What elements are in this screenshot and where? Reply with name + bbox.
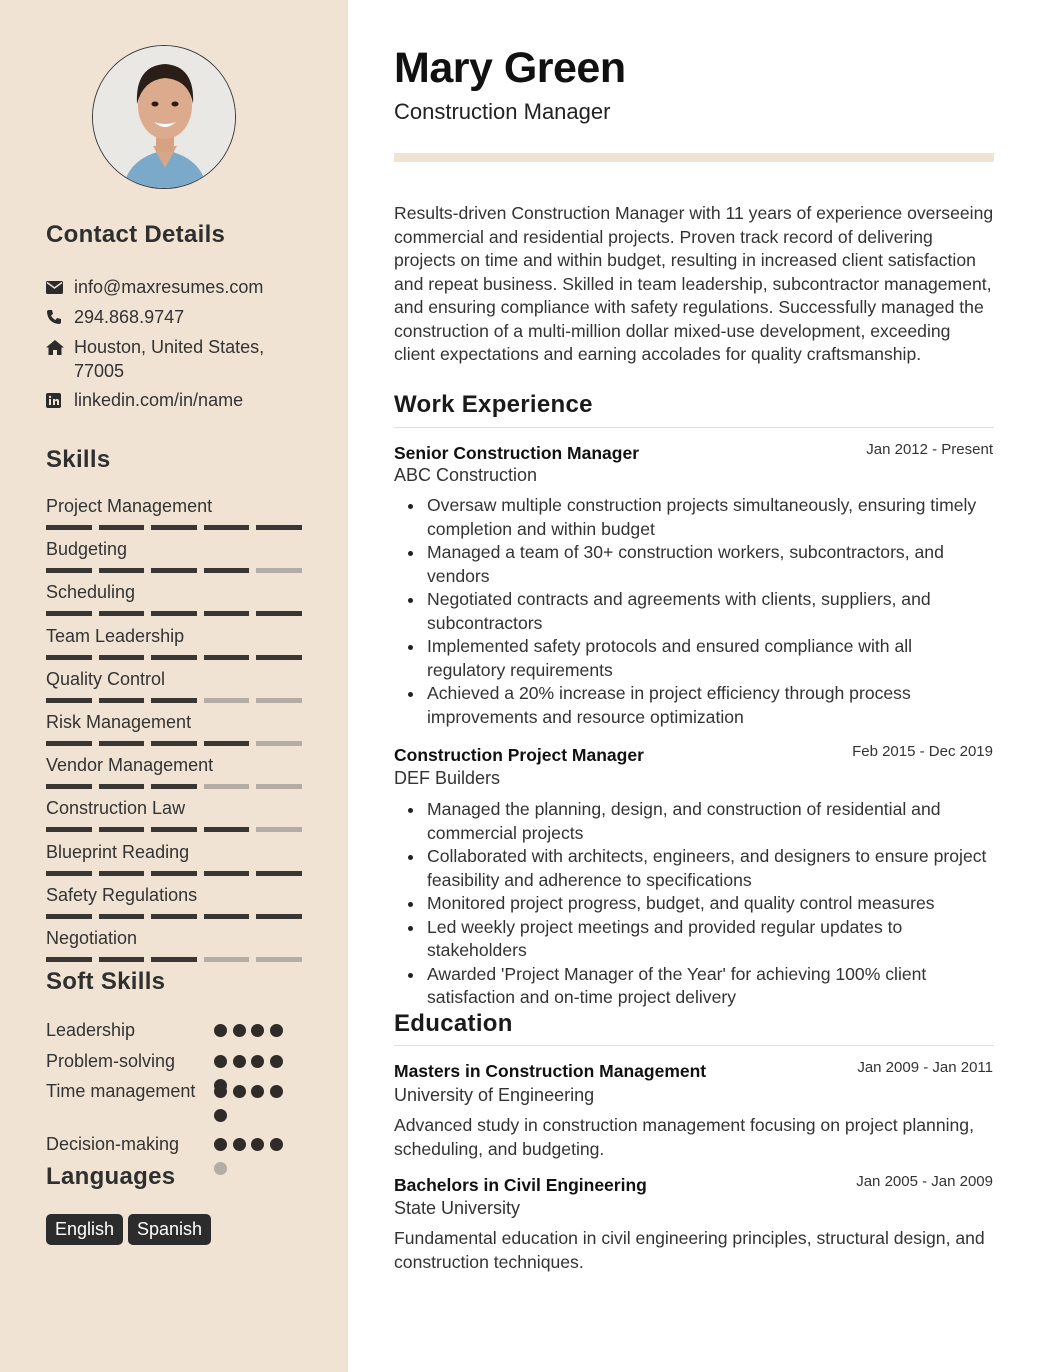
skill-level-segment [204,698,250,703]
school-name: University of Engineering [394,1085,595,1105]
skill-level-segment [204,568,250,573]
skill-level-segment [204,784,250,789]
address-line-2: 77005 [74,361,125,381]
skill-label: Budgeting [46,539,128,560]
candidate-role: Construction Manager [394,99,611,124]
list-item: Achieved a 20% increase in project efficiency through process improvements and resource optimization [394,682,994,729]
skill-level-segment [151,957,197,962]
soft-skill-dot [214,1055,227,1068]
skill-level-segment [99,784,145,789]
skill-level-segment [256,611,302,616]
skill-level-segment [204,871,250,876]
skill-level-segment [46,827,92,832]
skill-label: Team Leadership [46,625,185,646]
skill-level-segment [46,914,92,919]
skill-level-bar [46,827,302,832]
skill-label: Safety Regulations [46,884,198,905]
section-divider [394,1045,994,1046]
skill-level-segment [151,741,197,746]
soft-skill-dot [214,1138,227,1151]
email-text: info@maxresumes.com [74,277,264,297]
soft-skill-dot [251,1085,264,1098]
soft-skill-dot [233,1055,246,1068]
soft-skill-dot [270,1138,283,1151]
skill-level-segment [46,741,92,746]
skill-level-segment [151,871,197,876]
soft-skill-dot [214,1109,227,1122]
skill-level-bar [46,914,302,919]
skill-level-segment [99,525,145,530]
skill-level-segment [256,871,302,876]
job-title: Senior Construction Manager [394,443,640,463]
skill-level-segment [46,957,92,962]
soft-skill-dot [270,1085,283,1098]
soft-skill-dot [233,1085,246,1098]
experience-heading: Work Experience [394,391,593,418]
skill-level-segment [204,741,250,746]
soft-skill-dot [251,1055,264,1068]
list-item: Led weekly project meetings and provided regular updates to stakeholders [394,916,994,963]
skill-level-segment [256,525,302,530]
school-name: State University [394,1198,521,1218]
list-item: Managed a team of 30+ construction workers, subcontractors, and vendors [394,541,994,588]
linkedin-icon [46,388,74,412]
skill-level-segment [256,827,302,832]
list-item: Managed the planning, design, and construction of residential and commercial projects [394,798,994,845]
degree-title: Masters in Construction Management [394,1061,707,1081]
candidate-name: Mary Green [394,44,626,92]
skill-level-segment [99,741,145,746]
skill-level-segment [46,784,92,789]
skill-level-segment [151,655,197,660]
skill-level-segment [151,914,197,919]
contact-phone[interactable] [46,305,184,329]
soft-skill-dot [233,1024,246,1037]
education-heading: Education [394,1010,513,1037]
sidebar [0,0,348,1372]
soft-skill-dot [214,1085,227,1098]
list-item: Oversaw multiple construction projects simultaneously, ensuring timely completion and within budget [394,494,994,541]
skill-label: Negotiation [46,928,138,948]
skill-level-segment [46,611,92,616]
envelope-icon [46,275,74,299]
skill-level-segment [99,957,145,962]
skill-level-segment [256,957,302,962]
job-company: ABC Construction [394,465,538,485]
language-chip: English [46,1214,123,1245]
section-divider [394,427,994,428]
job-bullets [394,798,994,1010]
skill-level-segment [204,914,250,919]
skill-level-segment [256,784,302,789]
phone-text: 294.868.9747 [74,307,185,327]
skill-level-segment [99,914,145,919]
skill-level-segment [46,568,92,573]
skill-level-bar [46,741,302,746]
degree-title: Bachelors in Civil Engineering [394,1175,647,1195]
linkedin-text: linkedin.com/in/name [74,390,244,410]
list-item: Collaborated with architects, engineers, and designers to ensure project feasibility and adherence to specifications [394,845,994,892]
skill-level-bar [46,655,302,660]
skill-level-segment [99,655,145,660]
skill-level-segment [46,698,92,703]
skill-level-segment [151,525,197,530]
skill-label: Vendor Management [46,755,214,776]
skill-label: Project Management [46,496,213,516]
main-content [348,0,1040,1372]
soft-skill-dot [214,1024,227,1037]
skills-heading: Skills [46,446,111,473]
language-chip: Spanish [128,1214,211,1245]
skill-level-segment [256,698,302,703]
skill-level-segment [204,957,250,962]
skill-label: Risk Management [46,712,192,732]
job-bullets [394,494,994,729]
job-company: DEF Builders [394,768,501,788]
skill-level-segment [204,655,250,660]
skill-level-segment [204,611,250,616]
contact-email[interactable] [46,275,263,299]
home-icon [46,335,74,359]
soft-skill-label: Decision-making [46,1134,180,1154]
soft-skill-dot [270,1024,283,1037]
soft-skill-dot [270,1055,283,1068]
skill-label: Construction Law [46,798,186,819]
job-dates: Jan 2012 - Present [866,441,993,458]
list-item: Awarded 'Project Manager of the Year' for achieving 100% client satisfaction and on-time project delivery [394,963,994,1010]
skill-level-segment [46,525,92,530]
skill-level-bar [46,611,302,616]
skill-level-segment [99,827,145,832]
skill-level-segment [204,827,250,832]
skill-level-segment [256,568,302,573]
education-dates: Jan 2005 - Jan 2009 [856,1173,993,1190]
skill-level-segment [256,914,302,919]
list-item: Monitored project progress, budget, and quality control measures [394,892,994,916]
list-item: Implemented safety protocols and ensured compliance with all regulatory requirements [394,635,994,682]
skill-level-segment [46,655,92,660]
skill-level-segment [99,568,145,573]
soft-skill-dot [214,1162,227,1175]
skill-level-segment [99,611,145,616]
skill-label: Quality Control [46,668,166,689]
soft-skill-label: Problem-solving [46,1051,176,1071]
skill-level-segment [99,871,145,876]
skill-level-segment [151,611,197,616]
education-dates: Jan 2009 - Jan 2011 [857,1059,993,1076]
accent-divider [394,153,994,162]
job-title: Construction Project Manager [394,745,644,765]
contact-address [46,335,264,383]
education-description: Advanced study in construction management focusing on project planning, scheduling, and budgeting. [394,1115,974,1159]
soft-skills-heading: Soft Skills [46,968,166,995]
skill-label: Scheduling [46,582,136,603]
skill-level-bar [46,784,302,789]
skill-level-segment [204,525,250,530]
soft-skill-label: Leadership [46,1020,136,1040]
address-line-1: Houston, United States, [74,337,265,357]
soft-skill-dot [251,1138,264,1151]
skill-level-bar [46,568,302,573]
skill-level-segment [256,655,302,660]
skill-level-segment [151,784,197,789]
soft-skill-dot [251,1024,264,1037]
contact-linkedin[interactable] [46,388,243,412]
soft-skill-dot [233,1138,246,1151]
education-description: Fundamental education in civil engineering principles, structural design, and construction techniques. [394,1228,985,1272]
skill-level-bar [46,698,302,703]
list-item: Negotiated contracts and agreements with clients, suppliers, and subcontractors [394,588,994,635]
profile-photo [92,45,236,189]
skill-level-segment [151,698,197,703]
skill-label: Blueprint Reading [46,841,190,862]
phone-icon [46,305,74,329]
contact-heading: Contact Details [46,221,226,248]
profile-summary: Results-driven Construction Manager with 11 years of experience overseeing commercial and residential projects. Proven track record of delivering projects on time and within budget, resulting in increased client satisfaction and repeat business. Skilled in team leadership, subcontractor management, and ensuring compliance with safety regulations. Successfully managed the construction of a multi-million dollar mixed-use development, exceeding client expectations and earning accolades for quality craftsmanship. [394,203,994,364]
skill-level-segment [151,568,197,573]
job-dates: Feb 2015 - Dec 2019 [852,743,993,760]
skill-level-bar [46,525,302,530]
skill-level-segment [151,827,197,832]
skill-level-bar [46,871,302,876]
skill-level-segment [46,871,92,876]
skill-level-bar [46,957,302,962]
skill-level-segment [256,741,302,746]
languages-heading: Languages [46,1163,176,1190]
soft-skill-label: Time management [46,1081,196,1101]
skill-level-segment [99,698,145,703]
